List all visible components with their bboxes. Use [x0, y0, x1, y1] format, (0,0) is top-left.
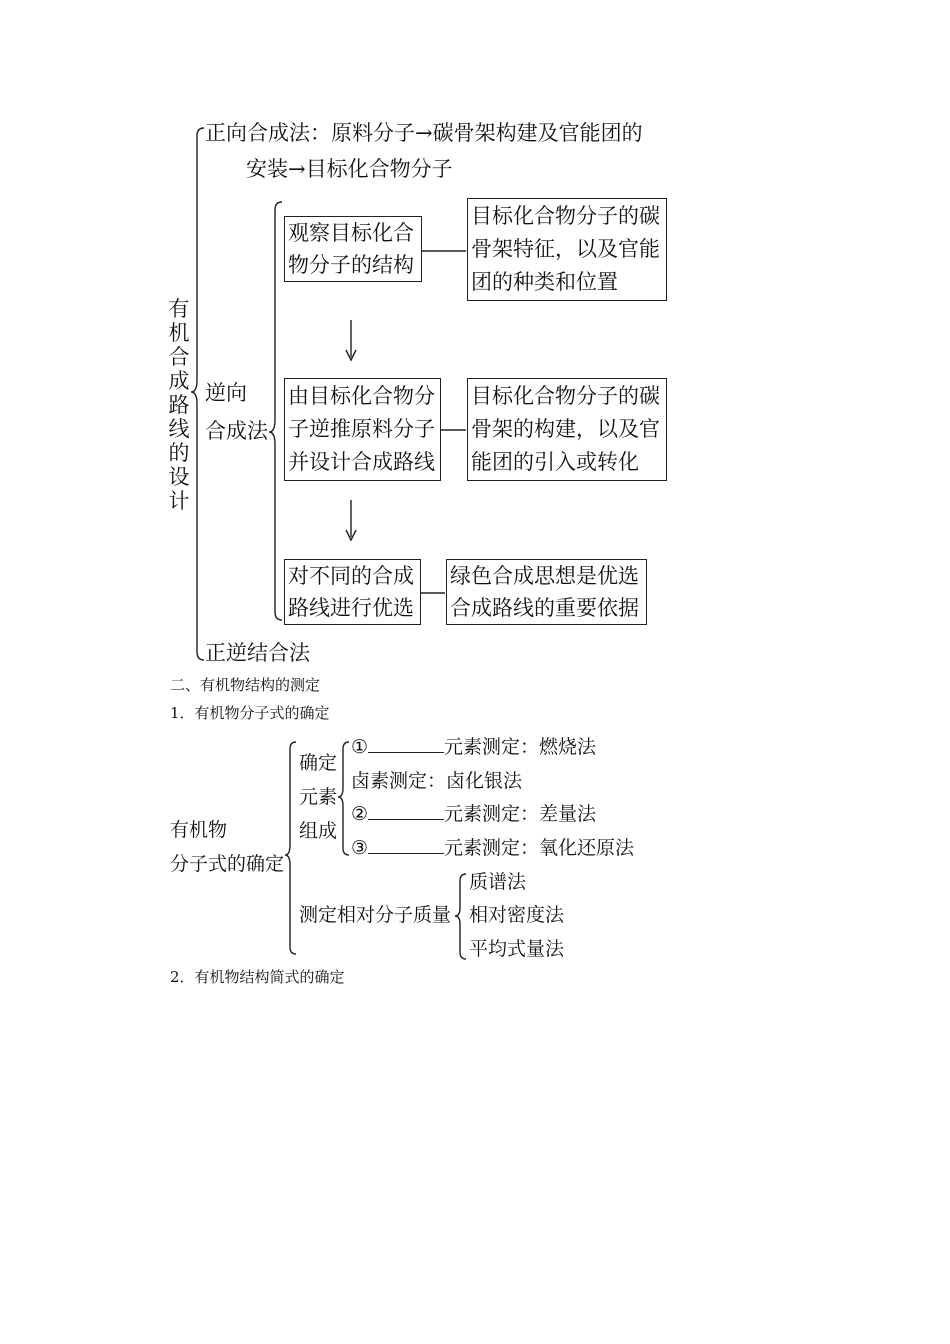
box-optimize-note: 绿色合成思想是优选 合成路线的重要依据 [446, 559, 647, 625]
root-brace [285, 742, 296, 954]
root-label-2: 分子式的确定 [170, 853, 285, 875]
fill-blank-1 [368, 738, 444, 753]
element-row-3: ② 元素测定：差量法 [351, 803, 597, 825]
reverse-label-2: 合成法 [205, 419, 268, 443]
section2-title: 二、有机物结构的测定 [170, 676, 321, 694]
box-reverse-deduce: 由目标化合物分 子逆推原料分子 并设计合成路线 [284, 378, 441, 481]
root-label-1: 有机物 [170, 819, 228, 841]
mass-method-1: 质谱法 [469, 871, 527, 893]
box-reverse-note: 目标化合物分子的碳 骨架的构建，以及官 能团的引入或转化 [467, 378, 667, 481]
mass-brace [455, 874, 466, 959]
element-label-3: 组成 [299, 820, 338, 842]
fill-blank-2 [368, 805, 444, 820]
reverse-label-1: 逆向 [205, 381, 247, 405]
reverse-brace [269, 202, 282, 620]
box-observe-note: 目标化合物分子的碳 骨架特征，以及官能 团的种类和位置 [467, 198, 667, 301]
mass-label: 测定相对分子质量 [299, 904, 452, 926]
box-observe-structure: 观察目标化合 物分子的结构 [284, 216, 422, 282]
forward-synthesis-line2: 安装→目标化合物分子 [246, 157, 453, 181]
mass-method-3: 平均式量法 [469, 938, 565, 960]
element-row-2: 卤素测定：卤化银法 [351, 770, 523, 792]
element-brace [338, 742, 349, 855]
item2-title: 2．有机物结构简式的确定 [170, 968, 345, 986]
item1-title: 1．有机物分子式的确定 [170, 704, 330, 722]
element-label-1: 确定 [299, 752, 338, 774]
box-optimize-routes: 对不同的合成 路线进行优选 [284, 559, 421, 625]
vertical-title: 有 机 合 成 路 线 的 设 计 [168, 297, 190, 513]
forward-synthesis-line1: 正向合成法：原料分子→碳骨架构建及官能团的 [205, 121, 643, 145]
fill-blank-3 [368, 839, 444, 854]
mass-method-2: 相对密度法 [469, 904, 565, 926]
element-row-1: ① 元素测定：燃烧法 [351, 736, 597, 758]
element-row-4: ③ 元素测定：氧化还原法 [351, 837, 635, 859]
main-brace [191, 128, 204, 660]
combined-method: 正逆结合法 [205, 641, 310, 665]
element-label-2: 元素 [299, 786, 338, 808]
